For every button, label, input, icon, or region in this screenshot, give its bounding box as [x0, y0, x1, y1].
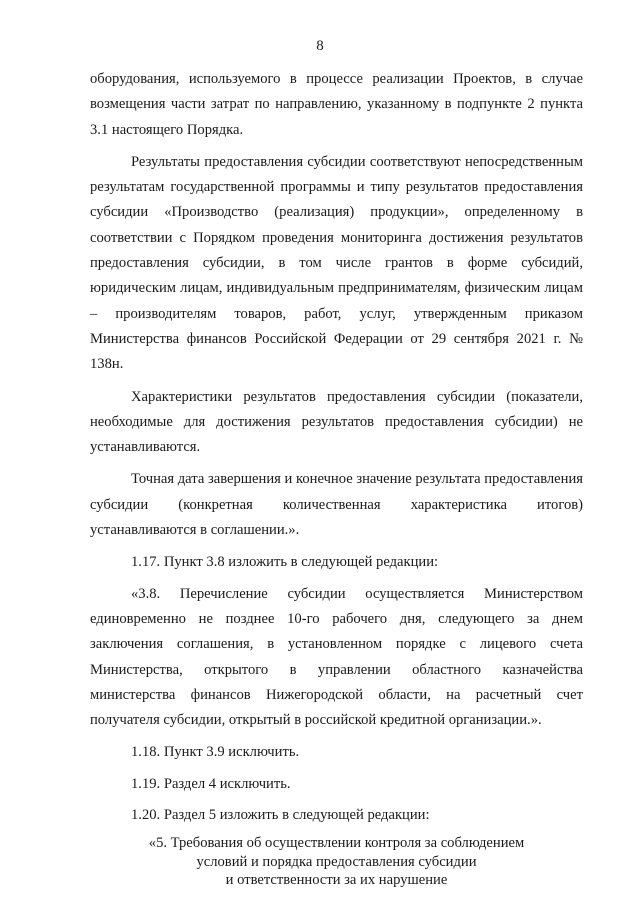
- page-number: 8: [316, 38, 324, 54]
- paragraph-3-8: «3.8. Перечисление субсидии осуществляется Министерством единовременно не позднее 10-го рабочего дня, следующего за днем заключения соглашения, в установленном порядке с лицевого счета Министерства, открытого в управлении областного казначейства министерства финансов Нижегородской области, на расчетный счет получателя субсидии, открытый в российской кредитной организации.».: [90, 585, 583, 729]
- paragraph-continuation: оборудования, используемого в процессе реализации Проектов, в случае возмещения части затрат по направлению, указанному в подпункте 2 пункта 3.1 настоящего Порядка.: [90, 71, 583, 138]
- document-body: [90, 67, 583, 890]
- item-1-18: 1.18. Пункт 3.9 исключить.: [131, 744, 300, 761]
- section-5-heading: [90, 834, 583, 890]
- heading-line-1: «5. Требования об осуществлении контроля за соблюдением: [148, 835, 525, 852]
- item-1-17: 1.17. Пункт 3.8 изложить в следующей редакции:: [131, 554, 439, 571]
- heading-line-2: условий и порядка предоставления субсидии: [196, 853, 477, 870]
- paragraph-exact-date: Точная дата завершения и конечное значение результата предоставления субсидии (конкретная количественная характеристика итогов) устанавливаются в соглашении.».: [90, 471, 583, 539]
- item-1-20: 1.20. Раздел 5 изложить в следующей редакции:: [131, 807, 430, 824]
- paragraph-characteristics: Характеристики результатов предоставления субсидии (показатели, необходимые для достижения результатов предоставления субсидии) не устанавливаются.: [90, 388, 583, 456]
- paragraph-results: Результаты предоставления субсидии соответствуют непосредственным результатам государственной программы и типу результатов предоставления субсидии «Производство (реализация) продукции», определенному в соответствии с Порядком проведения мониторинга достижения результатов предоставления субсидии, в том числе грантов в форме субсидий, юридическим лицам, индивидуальным предпринимателям, физическим лицам – производителям товаров, работ, услуг, утвержденным приказом Министерства финансов Российской Федерации от 29 сентября 2021 г. № 138н.: [90, 153, 583, 373]
- heading-line-3: и ответственности за их нарушение: [225, 872, 448, 889]
- item-1-19: 1.19. Раздел 4 исключить.: [131, 775, 291, 792]
